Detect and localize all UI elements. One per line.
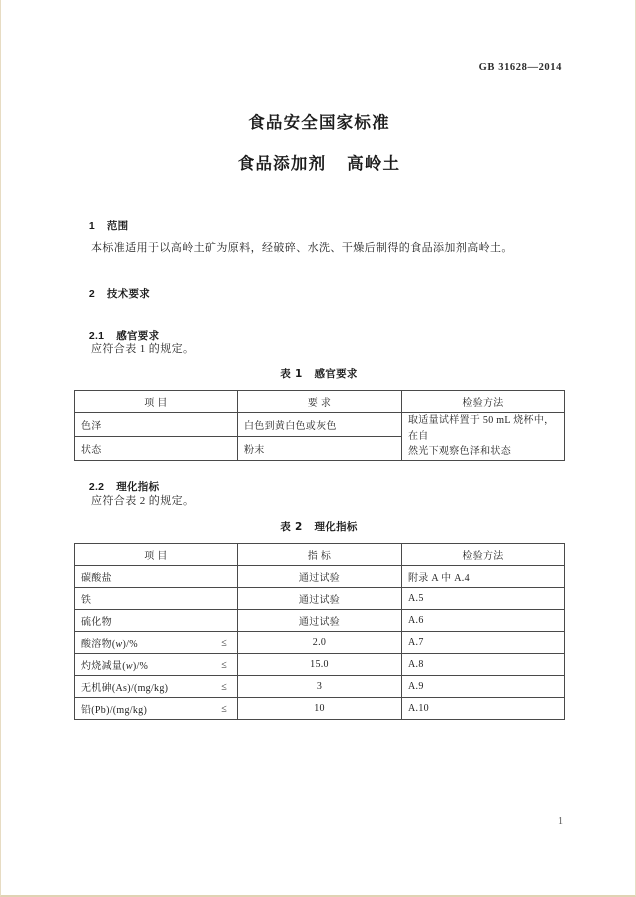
table-1-spec-state: 粉末 [238,436,402,460]
table-2-index-value: 10 [238,698,402,720]
table-2-index-value: 通过试验 [238,588,402,610]
table-row [75,566,565,588]
table-1-item-state: 状态 [75,436,238,460]
table-row [75,698,565,720]
table-2-method: 附录 A 中 A.4 [402,566,565,588]
table-2-limit-sign: ≤ [221,681,227,692]
physchem-paragraph: 应符合表 2 的规定。 [91,495,195,507]
table-2-header-method: 检验方法 [402,544,565,566]
clause-title-2-2: 理化指标 [116,481,160,493]
table-2-index-value: 3 [238,676,402,698]
clause-heading-2 [73,274,150,313]
table-2-limit-sign: ≤ [221,703,227,714]
table-1-method-merged [402,413,565,461]
table-2-index-value: 15.0 [238,654,402,676]
table-1-header-item: 项 目 [75,391,238,413]
table-2-method: A.9 [402,676,565,698]
clause-title-1: 范围 [106,220,129,232]
table-2-method: A.6 [402,610,565,632]
sensory-paragraph: 应符合表 1 的规定。 [91,343,195,355]
table-2-item-label: 铁 [81,595,92,606]
table-1-method-line-2: 然光下观察色泽和状态 [408,446,511,457]
table-2-index-value: 通过试验 [238,566,402,588]
table-2-item [75,654,238,676]
table-2-item-label: 铅(Pb)/(mg/kg) [81,705,148,716]
table-row [75,588,565,610]
table-1-method-line-1: 取适量试样置于 50 mL 烧杯中，在自 [408,415,555,442]
table-1-spec-color: 白色到黄白色或灰色 [238,413,402,437]
table-2-index-value: 通过试验 [238,610,402,632]
clause-title-2: 技术要求 [106,288,151,300]
table-1-caption: 表 1 感官要求 [280,368,358,380]
table-2-item-label: 硫化物 [81,617,112,628]
standard-code-header: GB 31628—2014 [478,62,562,73]
table-2-item [75,566,238,588]
clause-number-2-2: 2.2 [88,481,105,493]
table-header-row [75,391,565,413]
table-2-method: A.5 [402,588,565,610]
scope-paragraph: 本标准适用于以高岭土矿为原料，经破碎、水洗、干燥后制得的食品添加剂高岭土。 [91,242,513,254]
table-header-row [75,544,565,566]
table-1-sensory-requirements [74,390,565,461]
table-row [75,654,565,676]
table-2-header-index: 指 标 [238,544,402,566]
table-2-item-label: 灼烧减量(w)/% [81,661,149,672]
table-2-caption: 表 2 理化指标 [280,521,358,533]
table-row [75,610,565,632]
clause-number-2: 2 [88,288,95,300]
table-2-item-label: 酸溶物(w)/% [81,639,138,650]
page-title: 食品安全国家标准 [248,113,390,132]
table-2-header-item: 项 目 [75,544,238,566]
document-title-block [1,112,636,175]
table-1-header-requirement: 要 求 [238,391,402,413]
table-2-method: A.7 [402,632,565,654]
table-2-item [75,698,238,720]
table-1-item-color: 色泽 [75,413,238,437]
table-2-item [75,676,238,698]
table-2-method: A.8 [402,654,565,676]
table-row [75,676,565,698]
table-2-index-value: 2.0 [238,632,402,654]
page-subtitle: 食品添加剂 高岭土 [237,154,401,174]
table-2-item-label: 碳酸盐 [81,573,112,584]
clause-number-1: 1 [88,220,95,232]
table-2-limit-sign: ≤ [221,637,227,648]
clause-number-2-1: 2.1 [88,330,105,342]
table-row [75,413,565,437]
table-1-header-method: 检验方法 [402,391,565,413]
table-2-item [75,610,238,632]
table-2-physicochemical-indices [74,543,565,720]
table-2-method: A.10 [402,698,565,720]
table-2-item [75,632,238,654]
clause-title-2-1: 感官要求 [116,330,160,342]
table-2-limit-sign: ≤ [221,659,227,670]
table-2-item-label: 无机砷(As)/(mg/kg) [81,683,169,694]
table-row [75,632,565,654]
table-2-item [75,588,238,610]
page-number: 1 [558,816,563,827]
